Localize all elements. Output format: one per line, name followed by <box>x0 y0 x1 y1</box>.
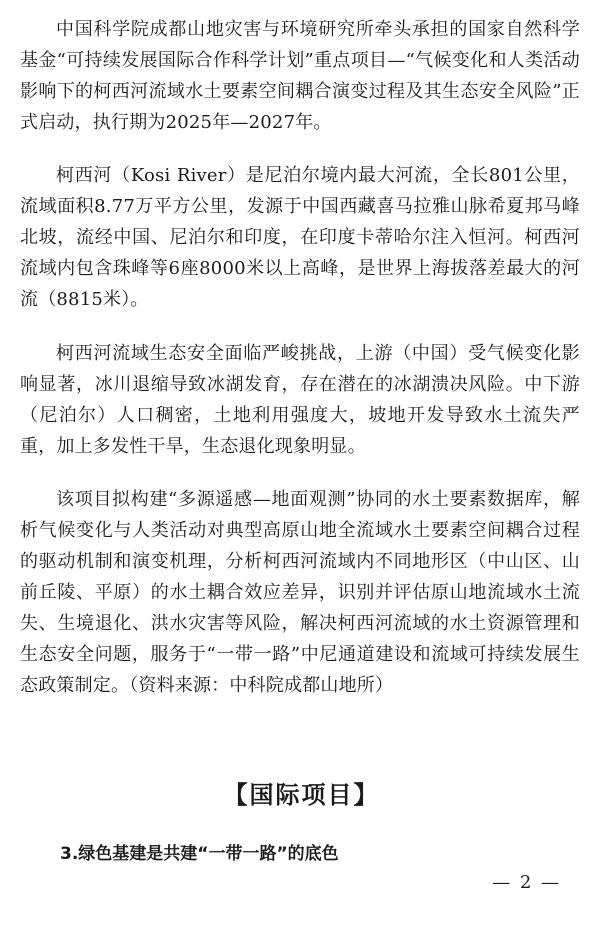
paragraph-ecological-challenges: 柯西河流域生态安全面临严峻挑战，上游（中国）受气候变化影响显著，冰川退缩导致冰湖发育，存在潜在的冰湖溃决风险。中下游（尼泊尔）人口稠密，土地利用强度大，坡地开发导致水土流失严重，加上多发性干旱，生态退化现象明显。 <box>20 343 580 457</box>
paragraph-kosi-river-overview: 柯西河（Kosi River）是尼泊尔境内最大河流，全长801公里，流域面积8.77万平方公里，发源于中国西藏喜马拉雅山脉希夏邦马峰北坡，流经中国、尼泊尔和印度，在印度卡蒂哈尔注入恒河。柯西河流域内包含珠峰等6座8000米以上高峰，是世界上海拔落差最大的河流（8815米）。 <box>20 165 580 310</box>
section-heading: 【国际项目】 <box>223 781 380 809</box>
paragraph-project-goals: 该项目拟构建“多源遥感—地面观测”协同的水土要素数据库，解析气候变化与人类活动对典型高原山地全流域水土要素空间耦合过程的驱动机制和演变机理，分析柯西河流域内不同地形区（中山区、山前丘陵、平原）的水土耦合效应差异，识别并评估原山地流域水土流失、生境退化、洪水灾害等风险，解决柯西河流域的水土资源管理和生态安全问题，服务于“一带一路”中尼通道建设和流域可持续发展生态政策制定。（资料来源：中科院成都山地所） <box>20 489 580 696</box>
page-number: — 2 — <box>492 872 561 893</box>
paragraph-project-launch: 中国科学院成都山地灾害与环境研究所牵头承担的国家自然科学基金“可持续发展国际合作科学计划”重点项目—“气候变化和人类活动影响下的柯西河流域水土要素空间耦合演变过程及其生态安全风险”正式启动，执行期为2025年—2027年。 <box>20 19 580 133</box>
section-subheading: 3.绿色基建是共建“一带一路”的底色 <box>60 844 339 864</box>
